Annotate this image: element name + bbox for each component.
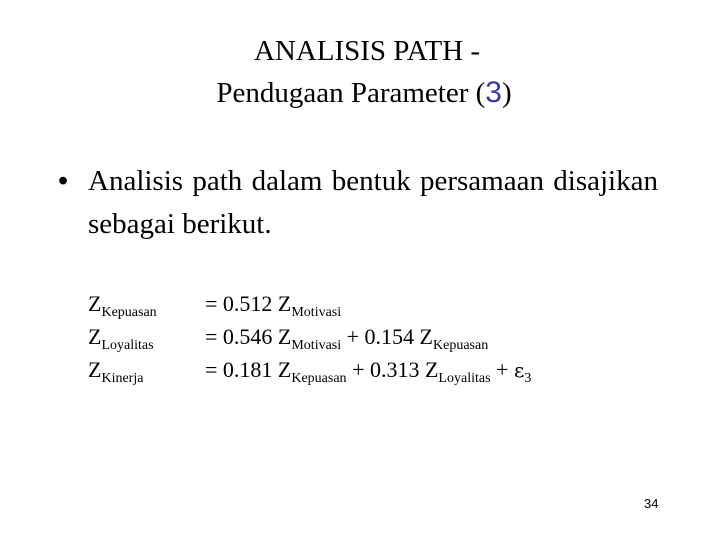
- term-coefficient: + 0.154 Z: [341, 324, 433, 349]
- equation-lhs: [88, 320, 154, 353]
- lhs-variable: Z: [88, 357, 102, 382]
- error-subscript: 3: [524, 371, 532, 386]
- lhs-subscript: Kinerja: [101, 371, 144, 386]
- lhs-variable: Z: [88, 291, 102, 316]
- epsilon-symbol: ε: [513, 358, 525, 382]
- term-coefficient: = 0.546 Z: [205, 324, 292, 349]
- bullet-icon: •: [58, 165, 69, 197]
- title-line-1: ANALISIS PATH -: [253, 35, 481, 67]
- equation-lhs: [88, 287, 157, 320]
- term-coefficient: + 0.313 Z: [346, 357, 439, 382]
- term-subscript: Kepuasan: [291, 371, 347, 386]
- term-subscript: Kepuasan: [433, 338, 489, 353]
- bullet-item: [58, 160, 658, 246]
- lhs-subscript: Kepuasan: [101, 305, 157, 320]
- page-number: 34: [644, 496, 659, 511]
- title-paren-open: (: [475, 77, 486, 109]
- term-coefficient: = 0.181 Z: [205, 357, 292, 382]
- term-coefficient: = 0.512 Z: [205, 291, 292, 316]
- term-subscript: Motivasi: [291, 305, 342, 320]
- equation-rhs: [205, 287, 341, 320]
- title-line-2-text: Pendugaan Parameter: [216, 77, 476, 109]
- title-paren-close: ): [501, 77, 512, 109]
- title-line-2: [0, 72, 720, 114]
- bullet-text: Analisis path dalam bentuk persamaan disajikan sebagai berikut.: [88, 165, 658, 240]
- term-subscript: Loyalitas: [438, 371, 491, 386]
- equation-rhs: [205, 320, 488, 353]
- error-plus-sign: +: [490, 357, 514, 382]
- lhs-variable: Z: [88, 324, 102, 349]
- equation-lhs: [88, 353, 143, 386]
- equation-rhs: [205, 353, 531, 387]
- slide-title: [0, 30, 720, 114]
- lhs-subscript: Loyalitas: [101, 338, 154, 353]
- title-part-number: 3: [485, 76, 502, 109]
- term-subscript: Motivasi: [291, 338, 342, 353]
